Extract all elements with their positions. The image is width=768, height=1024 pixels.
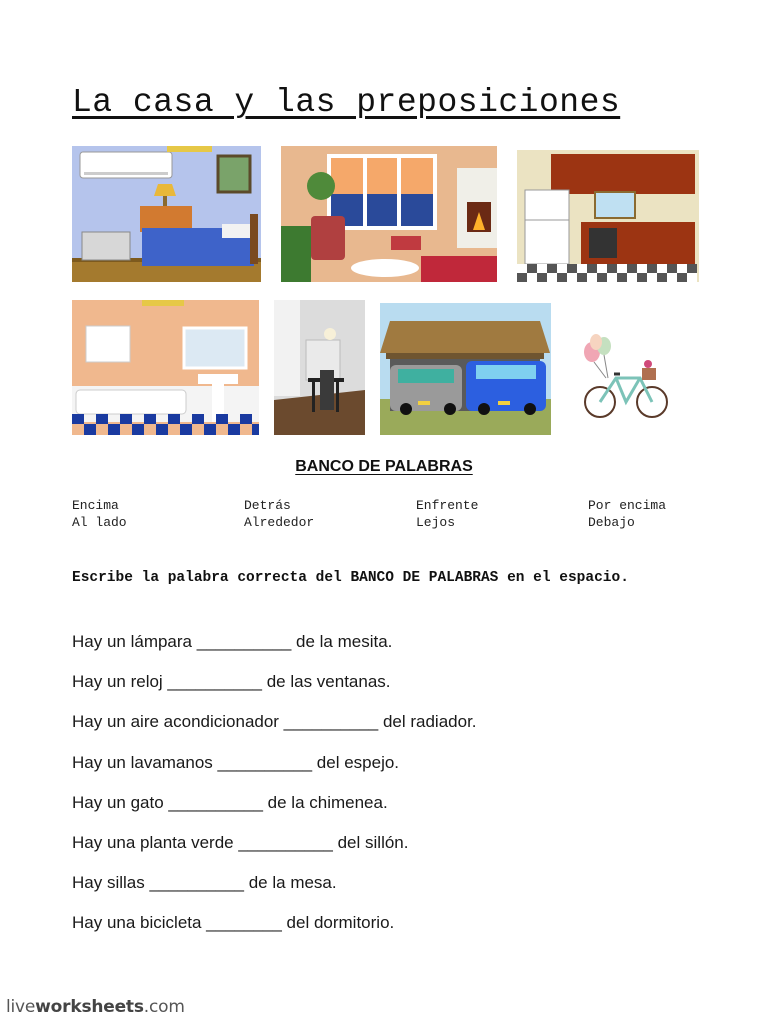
exercise-sentence[interactable]: Hay una bicicleta ________ del dormitorio. — [72, 913, 395, 933]
bathroom-illustration — [72, 300, 259, 435]
word-bank-item: Debajo — [588, 515, 635, 530]
footer-prefix: live — [6, 997, 36, 1017]
bicycle-illustration — [578, 330, 674, 422]
word-bank-title: BANCO DE PALABRAS — [295, 458, 473, 475]
exercise-sentence[interactable]: Hay un lavamanos __________ del espejo. — [72, 752, 400, 772]
footer-brand: worksheets — [35, 997, 144, 1017]
exercise-sentence[interactable]: Hay una planta verde __________ del sillón. — [72, 832, 409, 852]
exercise-sentence[interactable]: Hay sillas __________ de la mesa. — [72, 873, 337, 893]
word-bank-item: Por encima — [588, 498, 667, 513]
word-bank-item: Encima — [72, 498, 119, 513]
living-room-illustration — [281, 146, 497, 282]
word-bank-item: Al lado — [72, 515, 127, 530]
page-title: La casa y las preposiciones — [72, 84, 621, 121]
footer-suffix: .com — [143, 997, 185, 1017]
exercise-sentence[interactable]: Hay un reloj __________ de las ventanas. — [72, 672, 391, 692]
dining-room-photo — [274, 300, 365, 435]
bedroom-illustration — [72, 146, 261, 282]
garage-illustration — [380, 303, 551, 435]
instruction-text: Escribe la palabra correcta del BANCO DE PALABRAS en el espacio. — [72, 570, 629, 586]
exercise-sentence[interactable]: Hay un aire acondicionador __________ del radiador. — [72, 712, 477, 732]
word-bank-item: Alrededor — [244, 515, 315, 530]
exercise-sentence[interactable]: Hay un lámpara __________ de la mesita. — [72, 632, 393, 651]
word-bank-item: Enfrente — [416, 498, 479, 513]
exercise-list — [72, 630, 712, 952]
word-bank-item: Detrás — [244, 498, 291, 513]
exercise-sentence[interactable]: Hay un gato __________ de la chimenea. — [72, 792, 388, 812]
footer-logo[interactable] — [6, 997, 185, 1017]
word-bank — [72, 498, 712, 530]
kitchen-illustration — [517, 150, 699, 282]
word-bank-item: Lejos — [416, 515, 456, 530]
